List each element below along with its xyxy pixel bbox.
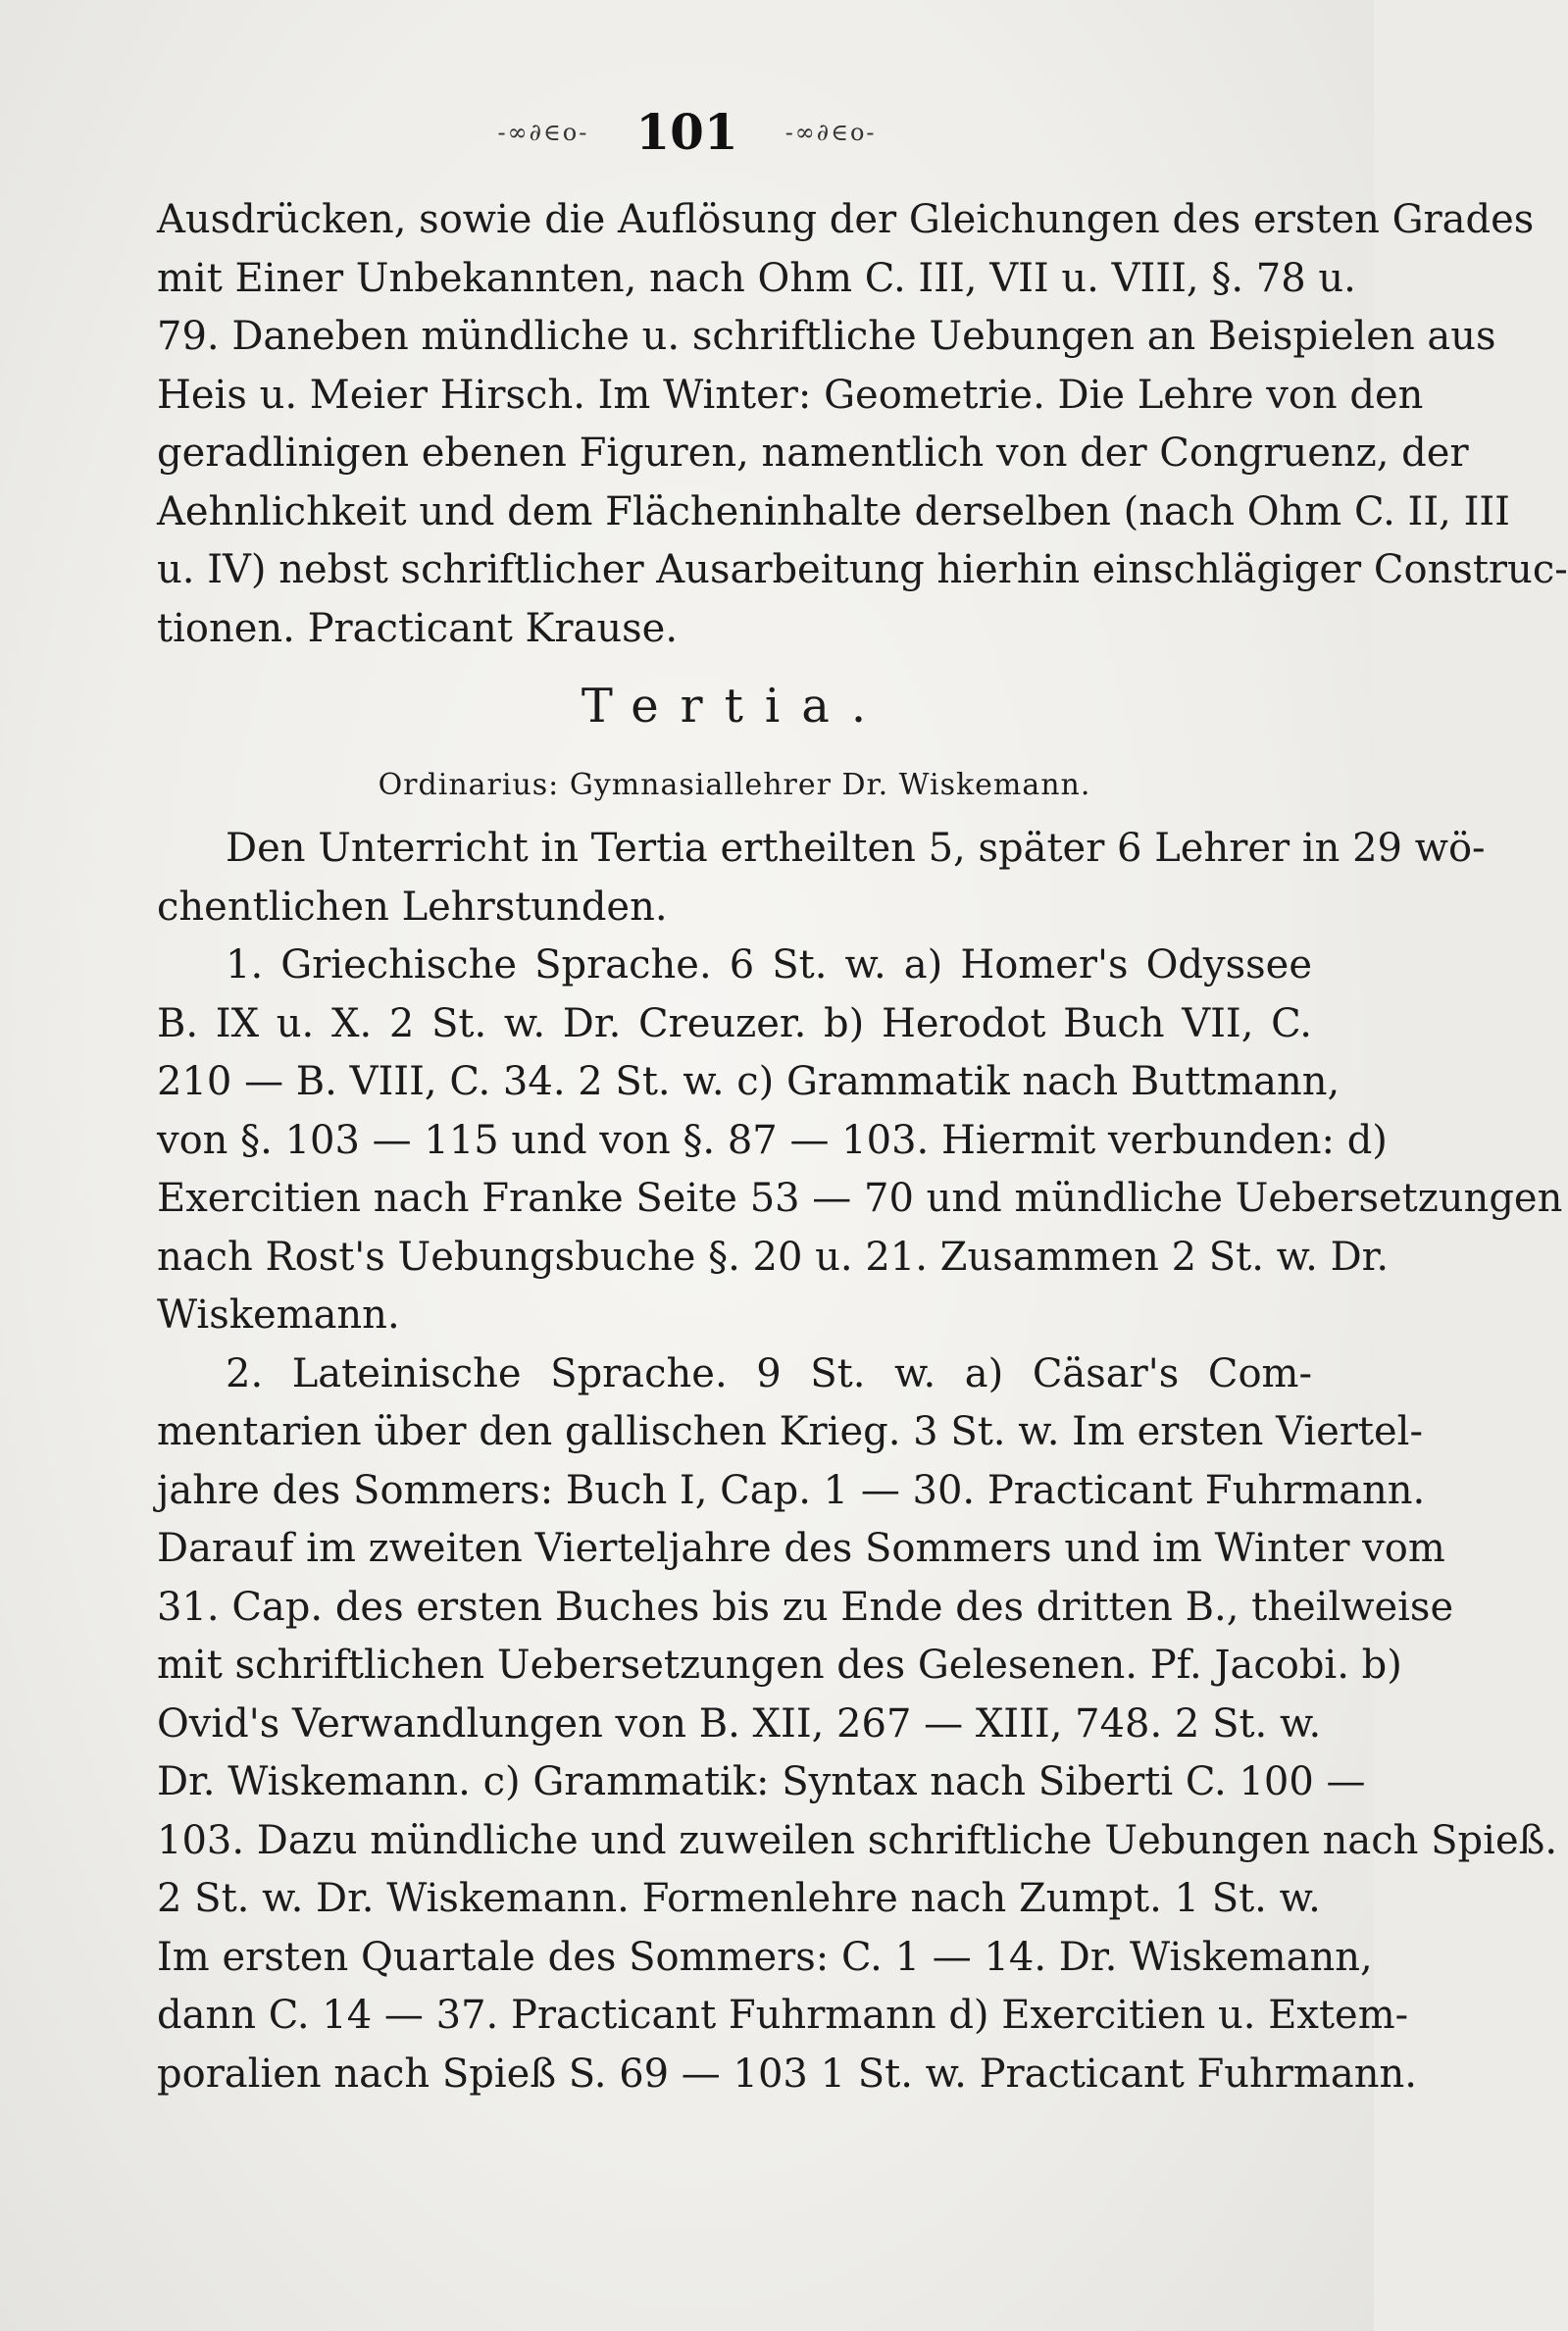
text-line: chentlichen Lehrstunden. — [157, 884, 668, 930]
text-line: mit Einer Unbekannten, nach Ohm C. III, VII u. VIII, §. 78 u. — [157, 255, 1356, 301]
text-line: mentarien über den gallischen Krieg. 3 St. w. Im ersten Viertel- — [157, 1409, 1423, 1454]
text-line: von §. 103 — 115 und von §. 87 — 103. Hiermit verbunden: d) — [157, 1117, 1388, 1163]
text-line: nach Rost's Uebungsbuche §. 20 u. 21. Zusammen 2 St. w. Dr. — [157, 1234, 1390, 1280]
page-body — [157, 191, 1568, 2103]
text-line: Den Unterricht in Tertia ertheilten 5, später 6 Lehrer in 29 wö- — [226, 826, 1486, 871]
text-line: Heis u. Meier Hirsch. Im Winter: Geometrie. Die Lehre von den — [157, 372, 1424, 418]
text-line: 79. Daneben mündliche u. schriftliche Uebungen an Beispielen aus — [157, 314, 1496, 359]
text-line: geradlinigen ebenen Figuren, namentlich von der Congruenz, der — [157, 431, 1469, 476]
text-line: Im ersten Quartale des Sommers: C. 1 — 14. Dr. Wiskemann, — [157, 1934, 1373, 1980]
text-line: B. IX u. X. 2 St. w. Dr. Creuzer. b) Herodot Buch VII, C. — [157, 1000, 1312, 1046]
text-line: Wiskemann. — [157, 1292, 400, 1338]
text-line: tionen. Practicant Krause. — [157, 605, 679, 651]
text-line: 2. Lateinische Sprache. 9 St. w. a) Cäsar's Com- — [226, 1350, 1312, 1396]
ornament-right: -∞∂∈o- — [784, 118, 877, 146]
text-line: Aehnlichkeit und dem Flächeninhalte derselben (nach Ohm C. II, III — [157, 488, 1510, 534]
text-line: 2 St. w. Dr. Wiskemann. Formenlehre nach Zumpt. 1 St. w. — [157, 1876, 1321, 1921]
text-line: 103. Dazu mündliche und zuweilen schriftliche Uebungen nach Spieß. — [157, 1817, 1558, 1863]
text-line: Ausdrücken, sowie die Auflösung der Gleichungen des ersten Grades — [157, 197, 1535, 242]
text-line: mit schriftlichen Uebersetzungen des Gelesenen. Pf. Jacobi. b) — [157, 1643, 1402, 1688]
text-line: dann C. 14 — 37. Practicant Fuhrmann d) Exercitien u. Extem- — [157, 1993, 1409, 2038]
text-line: 31. Cap. des ersten Buches bis zu Ende des dritten B., theilweise — [157, 1584, 1454, 1630]
text-line: jahre des Sommers: Buch I, Cap. 1 — 30. Practicant Fuhrmann. — [157, 1467, 1426, 1513]
text-line: Exercitien nach Franke Seite 53 — 70 und mündliche Uebersetzungen — [157, 1176, 1563, 1221]
page-header — [0, 103, 1374, 161]
text-line: poralien nach Spieß S. 69 — 103 1 St. w. Practicant Fuhrmann. — [157, 2051, 1417, 2097]
ornament-left: -∞∂∈o- — [497, 118, 589, 146]
page-number: 101 — [635, 103, 738, 161]
text-line: Darauf im zweiten Vierteljahre des Sommers und im Winter vom — [157, 1526, 1445, 1571]
text-line: Dr. Wiskemann. c) Grammatik: Syntax nach Siberti C. 100 — — [157, 1759, 1366, 1804]
section-heading: Tertia. — [581, 679, 888, 734]
text-line: Ovid's Verwandlungen von B. XII, 267 — XIII, 748. 2 St. w. — [157, 1700, 1322, 1747]
text-line: u. IV) nebst schriftlicher Ausarbeitung hierhin einschlägiger Construc- — [157, 547, 1568, 592]
text-line: 1. Griechische Sprache. 6 St. w. a) Homer's Odyssee — [226, 942, 1312, 988]
text-line: 210 — B. VIII, C. 34. 2 St. w. c) Grammatik nach Buttmann, — [157, 1059, 1340, 1104]
section-ordinarius: Ordinarius: Gymnasiallehrer Dr. Wiskemann. — [378, 768, 1091, 802]
